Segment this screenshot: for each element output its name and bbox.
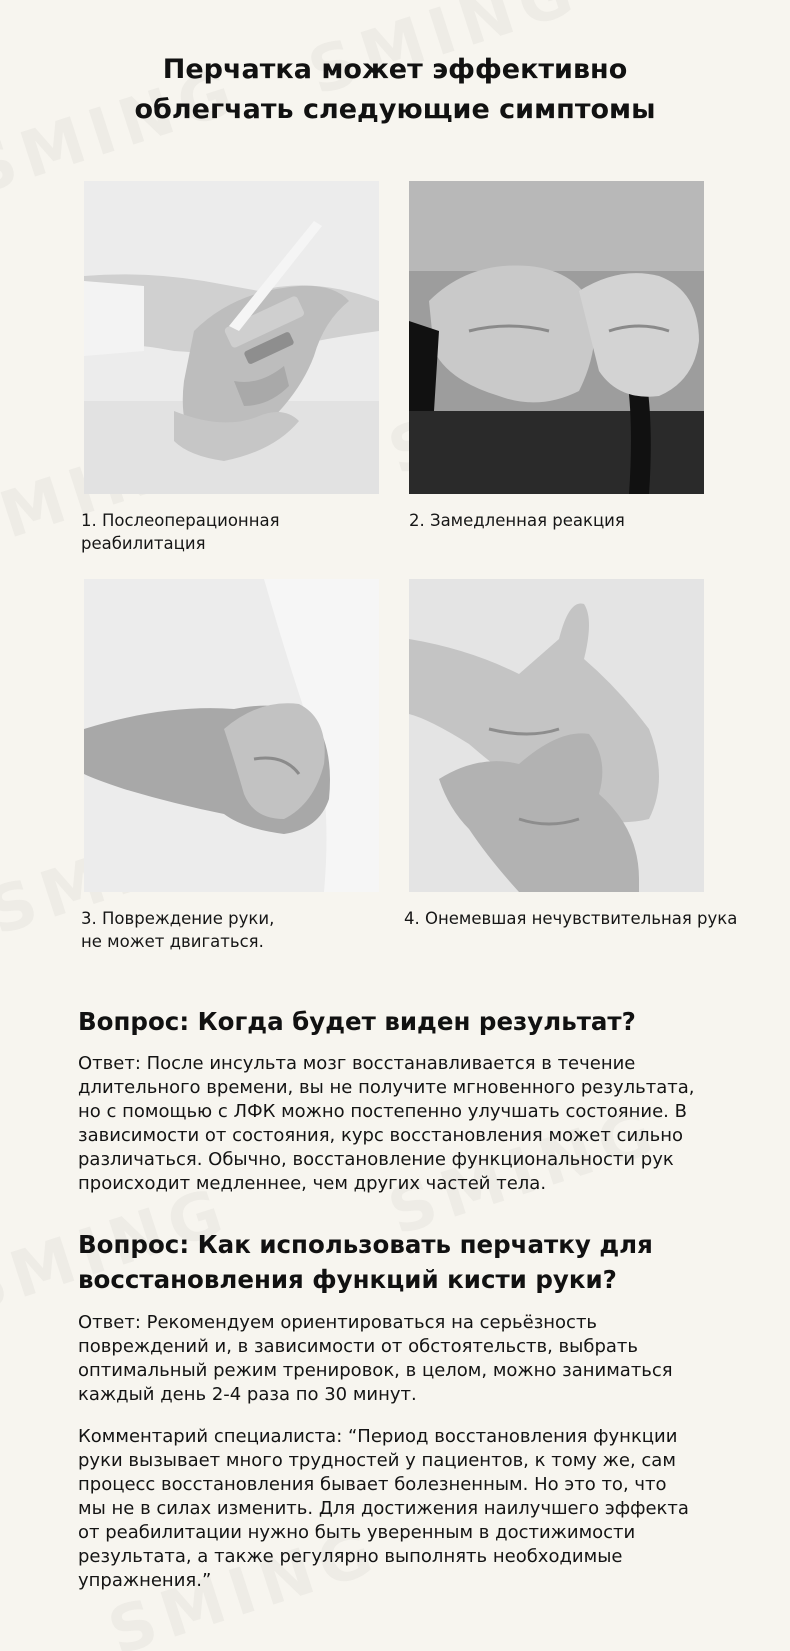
numb-hand-illustration [409, 579, 704, 892]
specialist-comment [78, 1425, 718, 1593]
answer-line: каждый день 2-4 раза по 30 минут. [78, 1384, 417, 1405]
photo-injured-hand [84, 579, 379, 892]
comment-line: руки вызывает много трудностей у пациентов, к тому же, сам [78, 1450, 676, 1471]
caption-symptom-2 [409, 509, 739, 532]
caption-line: 2. Замедленная реакция [409, 511, 625, 530]
answer-line: Ответ: Рекомендуем ориентироваться на серьёзность [78, 1312, 598, 1333]
answer-line: зависимости от состояния, курс восстановления может сильно [78, 1125, 684, 1146]
answer-line: повреждений и, в зависимости от обстоятельств, выбрать [78, 1336, 639, 1357]
faq-question-line: Вопрос: Когда будет виден результат? [78, 1007, 636, 1036]
answer-line: но с помощью с ЛФК можно постепенно улучшать состояние. В [78, 1101, 687, 1122]
faq-answer-2 [78, 1311, 718, 1407]
caption-line: 4. Онемевшая нечувствительная рука [404, 909, 738, 928]
comment-line: упражнения.” [78, 1570, 212, 1591]
answer-line: происходит медленнее, чем других частей тела. [78, 1173, 547, 1194]
comment-line: процесс восстановления бывает болезненным. Но это то, что [78, 1474, 667, 1495]
faq-answer-1 [78, 1052, 718, 1196]
caption-line: реабилитация [81, 534, 206, 553]
injured-hand-illustration [84, 579, 379, 892]
answer-line: различаться. Обычно, восстановление функциональности рук [78, 1149, 674, 1170]
comment-line: мы не в силах изменить. Для достижения наилучшего эффекта [78, 1498, 689, 1519]
comment-line: Комментарий специалиста: “Период восстановления функции [78, 1426, 678, 1447]
answer-line: Ответ: После инсульта мозг восстанавливается в течение [78, 1053, 636, 1074]
answer-line: оптимальный режим тренировок, в целом, можно заниматься [78, 1360, 673, 1381]
caption-line: 1. Послеоперационная [81, 511, 280, 530]
comment-line: от реабилитации нужно быть уверенным в достижимости [78, 1522, 636, 1543]
caption-line: 3. Повреждение руки, [81, 909, 275, 928]
caption-symptom-3 [81, 907, 381, 953]
caption-symptom-1 [81, 509, 381, 555]
caption-line: не может двигаться. [81, 932, 264, 951]
comment-line: результата, а также регулярно выполнять необходимые [78, 1546, 623, 1567]
elderly-hands-on-cane-illustration [409, 181, 704, 494]
photo-elderly-hands [409, 181, 704, 494]
faq-question-2 [78, 1227, 718, 1297]
hand-with-iv-illustration [84, 181, 379, 494]
faq-question-line: Вопрос: Как использовать перчатку для [78, 1230, 653, 1259]
answer-line: длительного времени, вы не получите мгновенного результата, [78, 1077, 695, 1098]
photo-numb-hand [409, 579, 704, 892]
page-title-line: облегчать следующие симптомы [134, 94, 656, 125]
faq-question-line: восстановления функций кисти руки? [78, 1265, 617, 1294]
photo-postoperative-hand [84, 181, 379, 494]
caption-symptom-4 [404, 907, 789, 930]
page-title [0, 50, 790, 130]
faq-question-1 [78, 1004, 718, 1039]
page-title-line: Перчатка может эффективно [162, 54, 628, 85]
